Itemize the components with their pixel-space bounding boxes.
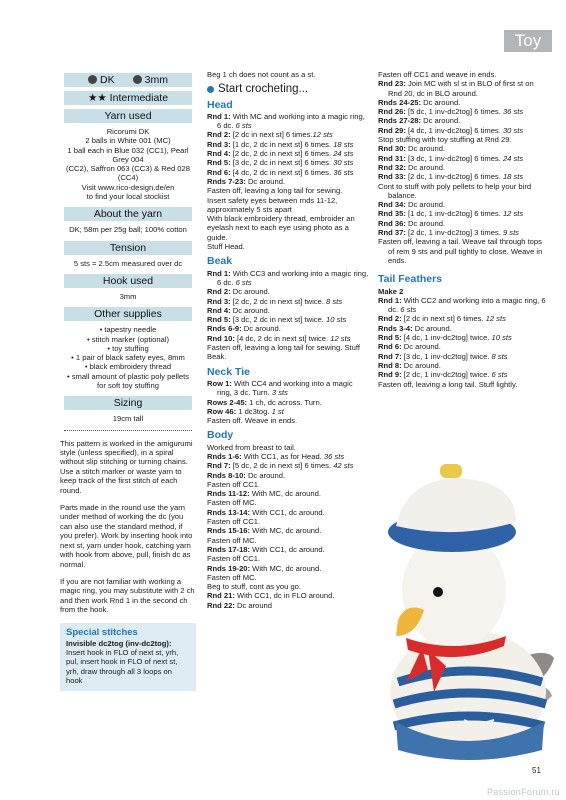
round-instruction: [3 dc, 1 inv-dc2tog] twice. xyxy=(401,351,492,361)
special-stitches-box xyxy=(60,623,196,692)
round-label: Rnd 29: xyxy=(378,125,406,135)
round-label: Rnd 21: xyxy=(207,591,235,601)
round-label: Rnd 4: xyxy=(207,149,231,159)
pattern-round xyxy=(378,116,546,125)
stitch-count: 12 sts xyxy=(312,130,333,140)
yarn-used-line: 1 ball each in Blue 032 (CC1), Pearl Grey 004 xyxy=(67,145,189,164)
round-label: Rnd 23: xyxy=(378,79,406,89)
round-label: Rows 2-45: xyxy=(207,397,248,407)
round-instruction: Dc around. xyxy=(421,97,461,107)
round-instruction: [2 dc in next st] 6 times. xyxy=(401,314,486,324)
round-instruction: [4 dc, 1 inv-dc2tog] 6 times. xyxy=(405,125,503,135)
round-instruction: Dc around. xyxy=(230,287,270,297)
round-label: Rnd 2: xyxy=(207,287,231,297)
round-instruction: Fasten off CC1. xyxy=(207,517,261,527)
round-label: Row 46: xyxy=(207,406,237,416)
yarn-used-line: Ricorumi DK xyxy=(106,127,150,136)
round-label: Rnd 3: xyxy=(207,296,231,306)
pattern-round xyxy=(207,508,369,517)
round-label: Rnd 31: xyxy=(378,153,406,163)
round-label: Rnd 35: xyxy=(378,209,406,219)
round-instruction: [2 dc, 2 dc in next st] 6 times. xyxy=(230,149,334,159)
pattern-round xyxy=(207,140,369,149)
pattern-round xyxy=(207,158,369,167)
pattern-round xyxy=(207,177,369,186)
pattern-round xyxy=(378,182,546,201)
stitch-count: 10 sts xyxy=(326,315,347,325)
supply-item: for soft toy stuffing xyxy=(97,381,159,391)
pattern-round xyxy=(378,228,546,237)
round-label: Rnds 13-14: xyxy=(207,507,251,517)
other-supplies-list xyxy=(60,325,196,390)
round-label: Rnds 17-18: xyxy=(207,544,251,554)
pattern-note: Fasten off. Weave in ends. xyxy=(207,416,298,426)
neck-tie-rows xyxy=(207,379,369,425)
round-instruction: Dc around xyxy=(234,600,273,610)
yarn-used-heading: Yarn used xyxy=(64,109,192,123)
stitch-count: 8 sts xyxy=(326,296,343,306)
hat-top xyxy=(396,478,516,532)
round-instruction: Fasten off MC. xyxy=(207,498,257,508)
stitch-count: 36 sts xyxy=(333,167,354,177)
round-label: Rnds 1-6: xyxy=(207,451,242,461)
stitch-count: 12 sts xyxy=(330,333,351,343)
pattern-note: Fasten off, leaving a long tail for sewing. xyxy=(207,186,343,196)
pattern-round xyxy=(378,79,546,98)
round-instruction: With MC, dc around. xyxy=(250,563,322,573)
site-watermark: PassionForum.ru xyxy=(486,787,560,797)
hook-icon xyxy=(133,75,142,84)
round-instruction: [2 dc, 1 inv-dc2tog] 6 times. xyxy=(405,172,503,182)
pattern-round xyxy=(207,582,369,591)
pattern-round xyxy=(207,324,369,333)
pattern-info-column xyxy=(60,70,196,691)
tail-feathers-heading: Tail Feathers xyxy=(378,273,442,286)
pattern-round xyxy=(207,452,369,461)
section-tab: Toy xyxy=(504,30,552,52)
round-label: Row 1: xyxy=(207,378,232,388)
round-instruction: With CC4 and working into a magic ring, 3 dc. Turn. xyxy=(217,378,353,398)
round-label: Rnd 1: xyxy=(207,111,231,121)
pattern-round xyxy=(207,287,369,296)
round-instruction: Dc around. xyxy=(405,218,446,228)
pattern-round xyxy=(378,296,546,315)
pattern-round xyxy=(207,489,369,498)
yarn-used-list xyxy=(60,127,196,201)
round-label: Rnd 7: xyxy=(207,461,231,471)
round-instruction: Fasten off CC1. xyxy=(207,554,261,564)
pattern-round xyxy=(207,526,369,535)
pattern-round xyxy=(378,163,546,172)
stitch-count: 9 sts xyxy=(502,228,519,238)
round-label: Rnd 5: xyxy=(378,333,402,343)
supply-item: • tapestry needle xyxy=(99,325,157,335)
head-heading: Head xyxy=(207,98,233,111)
neck-tie-heading: Neck Tie xyxy=(207,365,250,378)
round-instruction: Fasten off MC. xyxy=(207,572,257,582)
round-label: Rnd 32: xyxy=(378,162,406,172)
stitch-count: 12 sts xyxy=(485,314,506,324)
round-instruction: With MC and working into a magic ring, 6 dc. xyxy=(217,111,365,131)
pattern-round xyxy=(207,306,369,315)
eye-icon xyxy=(433,587,443,597)
supply-item: • small amount of plastic poly pellets xyxy=(66,371,190,381)
round-instruction: [3 dc, 1 inv-dc2tog] 6 times. xyxy=(405,153,503,163)
round-label: Rnds 8-10: xyxy=(207,470,246,480)
start-crocheting-heading xyxy=(207,85,369,94)
tail-feathers-make: Make 2 xyxy=(378,286,404,296)
pattern-round xyxy=(207,554,369,563)
instructions-column-2 xyxy=(207,70,369,610)
supply-item: • toy stuffing xyxy=(107,343,149,353)
round-label: Rnd 5: xyxy=(207,315,231,325)
stitch-count: 36 sts xyxy=(323,451,345,461)
pattern-round xyxy=(378,144,546,153)
special-stitches-subtitle: Invisible dc2tog (inv-dc2tog): xyxy=(66,638,172,648)
special-stitches-text: Insert hook in FLO of next st, yrh, pul, insert hook in FLO of next st, yrh, draw through all 3 loops on hook xyxy=(66,648,179,686)
round-instruction: [1 dc, 2 dc in next st] 6 times. xyxy=(230,139,334,149)
round-instruction: [5 dc, 1 inv-dc2tog] 6 times. xyxy=(405,107,503,117)
stitch-count: 18 sts xyxy=(333,139,354,149)
instructions-column-3 xyxy=(378,70,546,389)
round-instruction: 1 ch, dc across. Turn. xyxy=(247,397,322,407)
pattern-round xyxy=(207,334,369,343)
pattern-round xyxy=(207,168,369,177)
supply-item: • black embroidery thread xyxy=(84,362,172,372)
stitch-count: 18 sts xyxy=(502,172,524,182)
pattern-round xyxy=(207,112,369,131)
dotted-divider xyxy=(64,430,192,431)
round-instruction: With MC, dc around. xyxy=(249,489,321,499)
pattern-round xyxy=(207,379,369,398)
pattern-round xyxy=(207,315,369,324)
stitch-count: 12 sts xyxy=(502,209,524,219)
round-instruction: Join MC with sl st in BLO of first st on Rnd 20, dc in BLO around. xyxy=(388,79,534,98)
pattern-round xyxy=(378,200,546,209)
round-instruction: Dc around. xyxy=(421,116,461,126)
pattern-round xyxy=(378,314,546,323)
hat-button xyxy=(440,464,462,478)
supply-item: • stitch marker (optional) xyxy=(87,334,169,344)
round-label: Rnd 34: xyxy=(378,200,406,210)
round-label: Rnd 9: xyxy=(378,370,402,380)
round-instruction: [2 dc, 2 dc in next st] twice. xyxy=(230,296,327,306)
pattern-round xyxy=(378,154,546,163)
yarn-used-line: (CC2), Saffron 063 (CC3) & Red 028 (CC4) xyxy=(66,164,190,183)
pattern-round xyxy=(378,107,546,116)
round-label: Rnd 8: xyxy=(378,360,402,370)
head-rounds xyxy=(207,112,369,251)
round-label: Rnd 26: xyxy=(378,107,406,117)
round-label: Rnds 7-23: xyxy=(207,176,246,186)
round-instruction: With CC1, dc around. xyxy=(250,507,325,517)
pattern-round xyxy=(378,219,546,228)
body-heading: Body xyxy=(207,429,234,442)
round-instruction: With MC, dc around. xyxy=(250,526,322,536)
pattern-note: Insert safety eyes between rnds 11-12, approximately 5 sts apart xyxy=(207,195,338,214)
round-label: Rnd 6: xyxy=(378,342,402,352)
tail-feathers-rounds xyxy=(378,296,546,389)
round-label: Rnds 11-12: xyxy=(207,489,250,499)
stitch-count: 6 sts xyxy=(491,370,508,380)
round-instruction: Dc around. xyxy=(245,470,286,480)
round-label: Rnd 10: xyxy=(207,333,235,343)
pattern-round xyxy=(207,149,369,158)
stitch-count: 6 sts xyxy=(235,277,252,287)
round-instruction: Stop stuffing with toy stuffing at Rnd 29. xyxy=(378,135,512,145)
pattern-round xyxy=(207,480,369,489)
tension-text: 5 sts = 2.5cm measured over dc xyxy=(73,258,183,268)
round-instruction: [5 dc, 2 dc in next st] 6 times. xyxy=(230,461,334,471)
pattern-round xyxy=(378,126,546,135)
intro-paragraph: Parts made in the round use the yarn under method of working the dc (you can also use the standard method, if you prefer). Work by inserting hook into next st, yarn under hook, catching yarn with hook from above, pull, finish dc as normal. xyxy=(60,503,193,569)
round-label: Rnd 36: xyxy=(378,218,406,228)
round-instruction: [2 dc, 1 inv-dc2tog] twice. xyxy=(401,370,492,380)
round-label: Rnd 22: xyxy=(207,600,235,610)
round-instruction: Dc around. xyxy=(405,162,446,172)
round-instruction: Dc around. xyxy=(401,342,441,352)
round-instruction: With CC1, dc around. xyxy=(250,544,325,554)
pattern-note: Stuff Head. xyxy=(207,242,245,252)
round-instruction: Fasten off, leaving a tail. Weave tail through tops of rem 9 sts and pull tightly to close. Weave in ends. xyxy=(378,237,543,265)
tension-heading: Tension xyxy=(64,241,192,255)
pattern-round xyxy=(207,297,369,306)
seagull-toy-photo xyxy=(376,460,556,760)
round-instruction: [2 dc, 1 inv-dc2tog] 3 times. xyxy=(405,228,503,238)
stitch-count: 36 sts xyxy=(502,107,524,117)
pattern-round xyxy=(378,172,546,181)
round-instruction: [2 dc in next st] 6 times. xyxy=(230,130,313,140)
body-rounds xyxy=(207,443,369,610)
round-instruction: Dc around. xyxy=(245,176,286,186)
round-label: Rnd 37: xyxy=(378,228,406,238)
pattern-round xyxy=(378,324,546,333)
pattern-round xyxy=(378,237,546,265)
stitch-count: 8 sts xyxy=(491,351,508,361)
special-stitches-title: Special stitches xyxy=(66,626,138,638)
hook-size-text: 3mm xyxy=(144,74,168,86)
difficulty-badge: ★★ Intermediate xyxy=(64,91,192,105)
round-instruction: With CC1, as for Head. xyxy=(241,451,324,461)
sizing-text: 19cm tall xyxy=(112,414,144,424)
pattern-round xyxy=(207,601,369,610)
pattern-round xyxy=(378,98,546,107)
yarn-used-line: 2 balls in White 001 (MC) xyxy=(85,136,171,146)
round-instruction: [4 dc, 2 dc in next st] twice. xyxy=(234,333,331,343)
stitch-count: 3 sts xyxy=(271,388,288,398)
round-instruction: [3 dc, 2 dc in next st] 6 times. xyxy=(230,158,334,168)
round-instruction: Dc around. xyxy=(405,144,446,154)
pattern-round xyxy=(378,342,546,351)
about-yarn-text: DK; 58m per 25g ball; 100% cotton xyxy=(69,225,187,235)
pattern-round xyxy=(207,398,369,407)
round-instruction: With CC1, dc in FLO around. xyxy=(234,591,335,601)
round-instruction: Beg to stuff, cont as you go. xyxy=(207,582,301,592)
body-rounds-continued xyxy=(378,70,546,265)
photo-text: ОТД xyxy=(488,724,510,735)
round-instruction: Fasten off CC1 and weave in ends. xyxy=(378,70,497,79)
pattern-round xyxy=(207,461,369,470)
about-yarn-heading: About the yarn xyxy=(64,207,192,221)
round-instruction: With CC3 and working into a magic ring, 6 dc. xyxy=(217,268,369,287)
yarn-used-line: Visit www.rico-design.de/en xyxy=(81,182,175,192)
stitch-count: 42 sts xyxy=(333,461,354,471)
stitch-count: 24 sts xyxy=(502,153,524,163)
round-instruction: [4 dc, 2 dc in next st] 6 times. xyxy=(230,167,334,177)
beg-note: Beg 1 ch does not count as a st. xyxy=(207,70,316,79)
other-supplies-heading: Other supplies xyxy=(64,307,192,321)
pattern-round xyxy=(378,361,546,370)
round-instruction: Dc around. xyxy=(230,305,270,315)
pattern-round xyxy=(207,471,369,480)
round-label: Rnds 19-20: xyxy=(207,563,251,573)
round-label: Rnd 33: xyxy=(378,172,406,182)
round-instruction: Fasten off CC1. xyxy=(207,479,261,489)
round-label: Rnds 27-28: xyxy=(378,116,422,126)
round-label: Rnd 1: xyxy=(378,295,402,305)
round-label: Rnds 15-16: xyxy=(207,526,251,536)
yarn-weight-badge xyxy=(64,73,192,87)
stitch-count: 24 sts xyxy=(333,149,354,159)
yarn-used-line: to find your local stockist xyxy=(86,192,170,202)
round-instruction: Fasten off MC. xyxy=(207,535,257,545)
round-label: Rnd 6: xyxy=(207,167,231,177)
pattern-note: Fasten off, leaving a long tail for sewing. Stuff Beak. xyxy=(207,343,360,362)
round-instruction: Dc around. xyxy=(412,323,452,333)
pattern-round xyxy=(378,135,546,144)
round-label: Rnds 24-25: xyxy=(378,97,422,107)
pattern-round xyxy=(207,407,369,416)
pattern-round xyxy=(207,573,369,582)
round-instruction: [3 dc, 2 dc in next st] twice. xyxy=(230,315,327,325)
pattern-round xyxy=(378,352,546,361)
intro-paragraph: This pattern is worked in the amigurumi style (unless specified), in a spiral without slip stitching or turning chains. Use a stitch marker or waste yarn to keep track of the first stitch of each round. xyxy=(60,438,193,495)
yarn-ball-icon xyxy=(88,75,97,84)
intro-text xyxy=(60,439,196,615)
round-label: Rnds 6-9: xyxy=(207,324,242,334)
round-instruction: Dc around. xyxy=(401,360,441,370)
sizing-heading: Sizing xyxy=(64,396,192,410)
pattern-round xyxy=(207,591,369,600)
pattern-note: Fasten off, leaving a long tail. Stuff lightly. xyxy=(378,379,518,389)
round-instruction: Dc around. xyxy=(241,324,281,334)
round-label: Rnd 3: xyxy=(207,139,231,149)
hook-used-heading: Hook used xyxy=(64,274,192,288)
intro-paragraph: If you are not familiar with working a magic ring, you may substitute with 2 ch and then work Rnd 1 in the second ch from the hook. xyxy=(60,576,195,615)
pattern-round xyxy=(207,130,369,139)
pattern-round xyxy=(207,564,369,573)
round-label: Rnd 1: xyxy=(207,268,231,278)
beak-rounds xyxy=(207,269,369,362)
stitch-count: 30 sts xyxy=(502,125,524,135)
supply-item: • 1 pair of black safety eyes, 8mm xyxy=(71,353,185,363)
pattern-round xyxy=(378,333,546,342)
pattern-round xyxy=(207,498,369,507)
page-number: 51 xyxy=(532,766,541,775)
pattern-round xyxy=(378,370,546,379)
round-instruction: Dc around. xyxy=(405,200,446,210)
pattern-round xyxy=(207,545,369,554)
bullet-icon xyxy=(207,86,214,93)
hook-used-text: 3mm xyxy=(119,291,137,301)
pattern-round xyxy=(378,70,546,79)
stitch-count: 6 sts xyxy=(400,305,417,315)
round-instruction: With CC2 and working into a magic ring, 6 dc. xyxy=(388,295,546,315)
stitch-count: 1 st xyxy=(271,406,284,416)
pattern-round xyxy=(207,269,369,288)
round-label: Rnd 2: xyxy=(378,314,402,324)
round-label: Rnd 2: xyxy=(207,130,231,140)
round-label: Rnd 7: xyxy=(378,351,402,361)
pattern-note: With black embroidery thread, embroider an eyelash next to each eye using photo as a guide. xyxy=(207,214,355,242)
stitch-count: 10 sts xyxy=(491,333,512,343)
round-label: Rnd 5: xyxy=(207,158,231,168)
round-label: Rnds 3-4: xyxy=(378,323,413,333)
pattern-round xyxy=(378,209,546,218)
round-instruction: [1 dc, 1 inv-dc2tog] 6 times. xyxy=(405,209,503,219)
stitch-count: 30 sts xyxy=(333,158,354,168)
pattern-round xyxy=(207,517,369,526)
round-instruction: [4 dc, 1 inv-dc2tog] twice. xyxy=(401,333,492,343)
stitch-count: 6 sts xyxy=(235,121,252,131)
yarn-weight-text: DK xyxy=(100,74,115,86)
round-label: Rnd 30: xyxy=(378,144,406,154)
pattern-round xyxy=(207,536,369,545)
round-instruction: Cont to stuff with poly pellets to help your bird balance. xyxy=(378,181,532,200)
round-instruction: 1 dc3tog. xyxy=(236,406,272,416)
beak-heading: Beak xyxy=(207,255,233,268)
pattern-note: Worked from breast to tail. xyxy=(207,442,296,452)
start-crocheting-text: Start crocheting... xyxy=(218,83,309,96)
round-label: Rnd 4: xyxy=(207,305,231,315)
